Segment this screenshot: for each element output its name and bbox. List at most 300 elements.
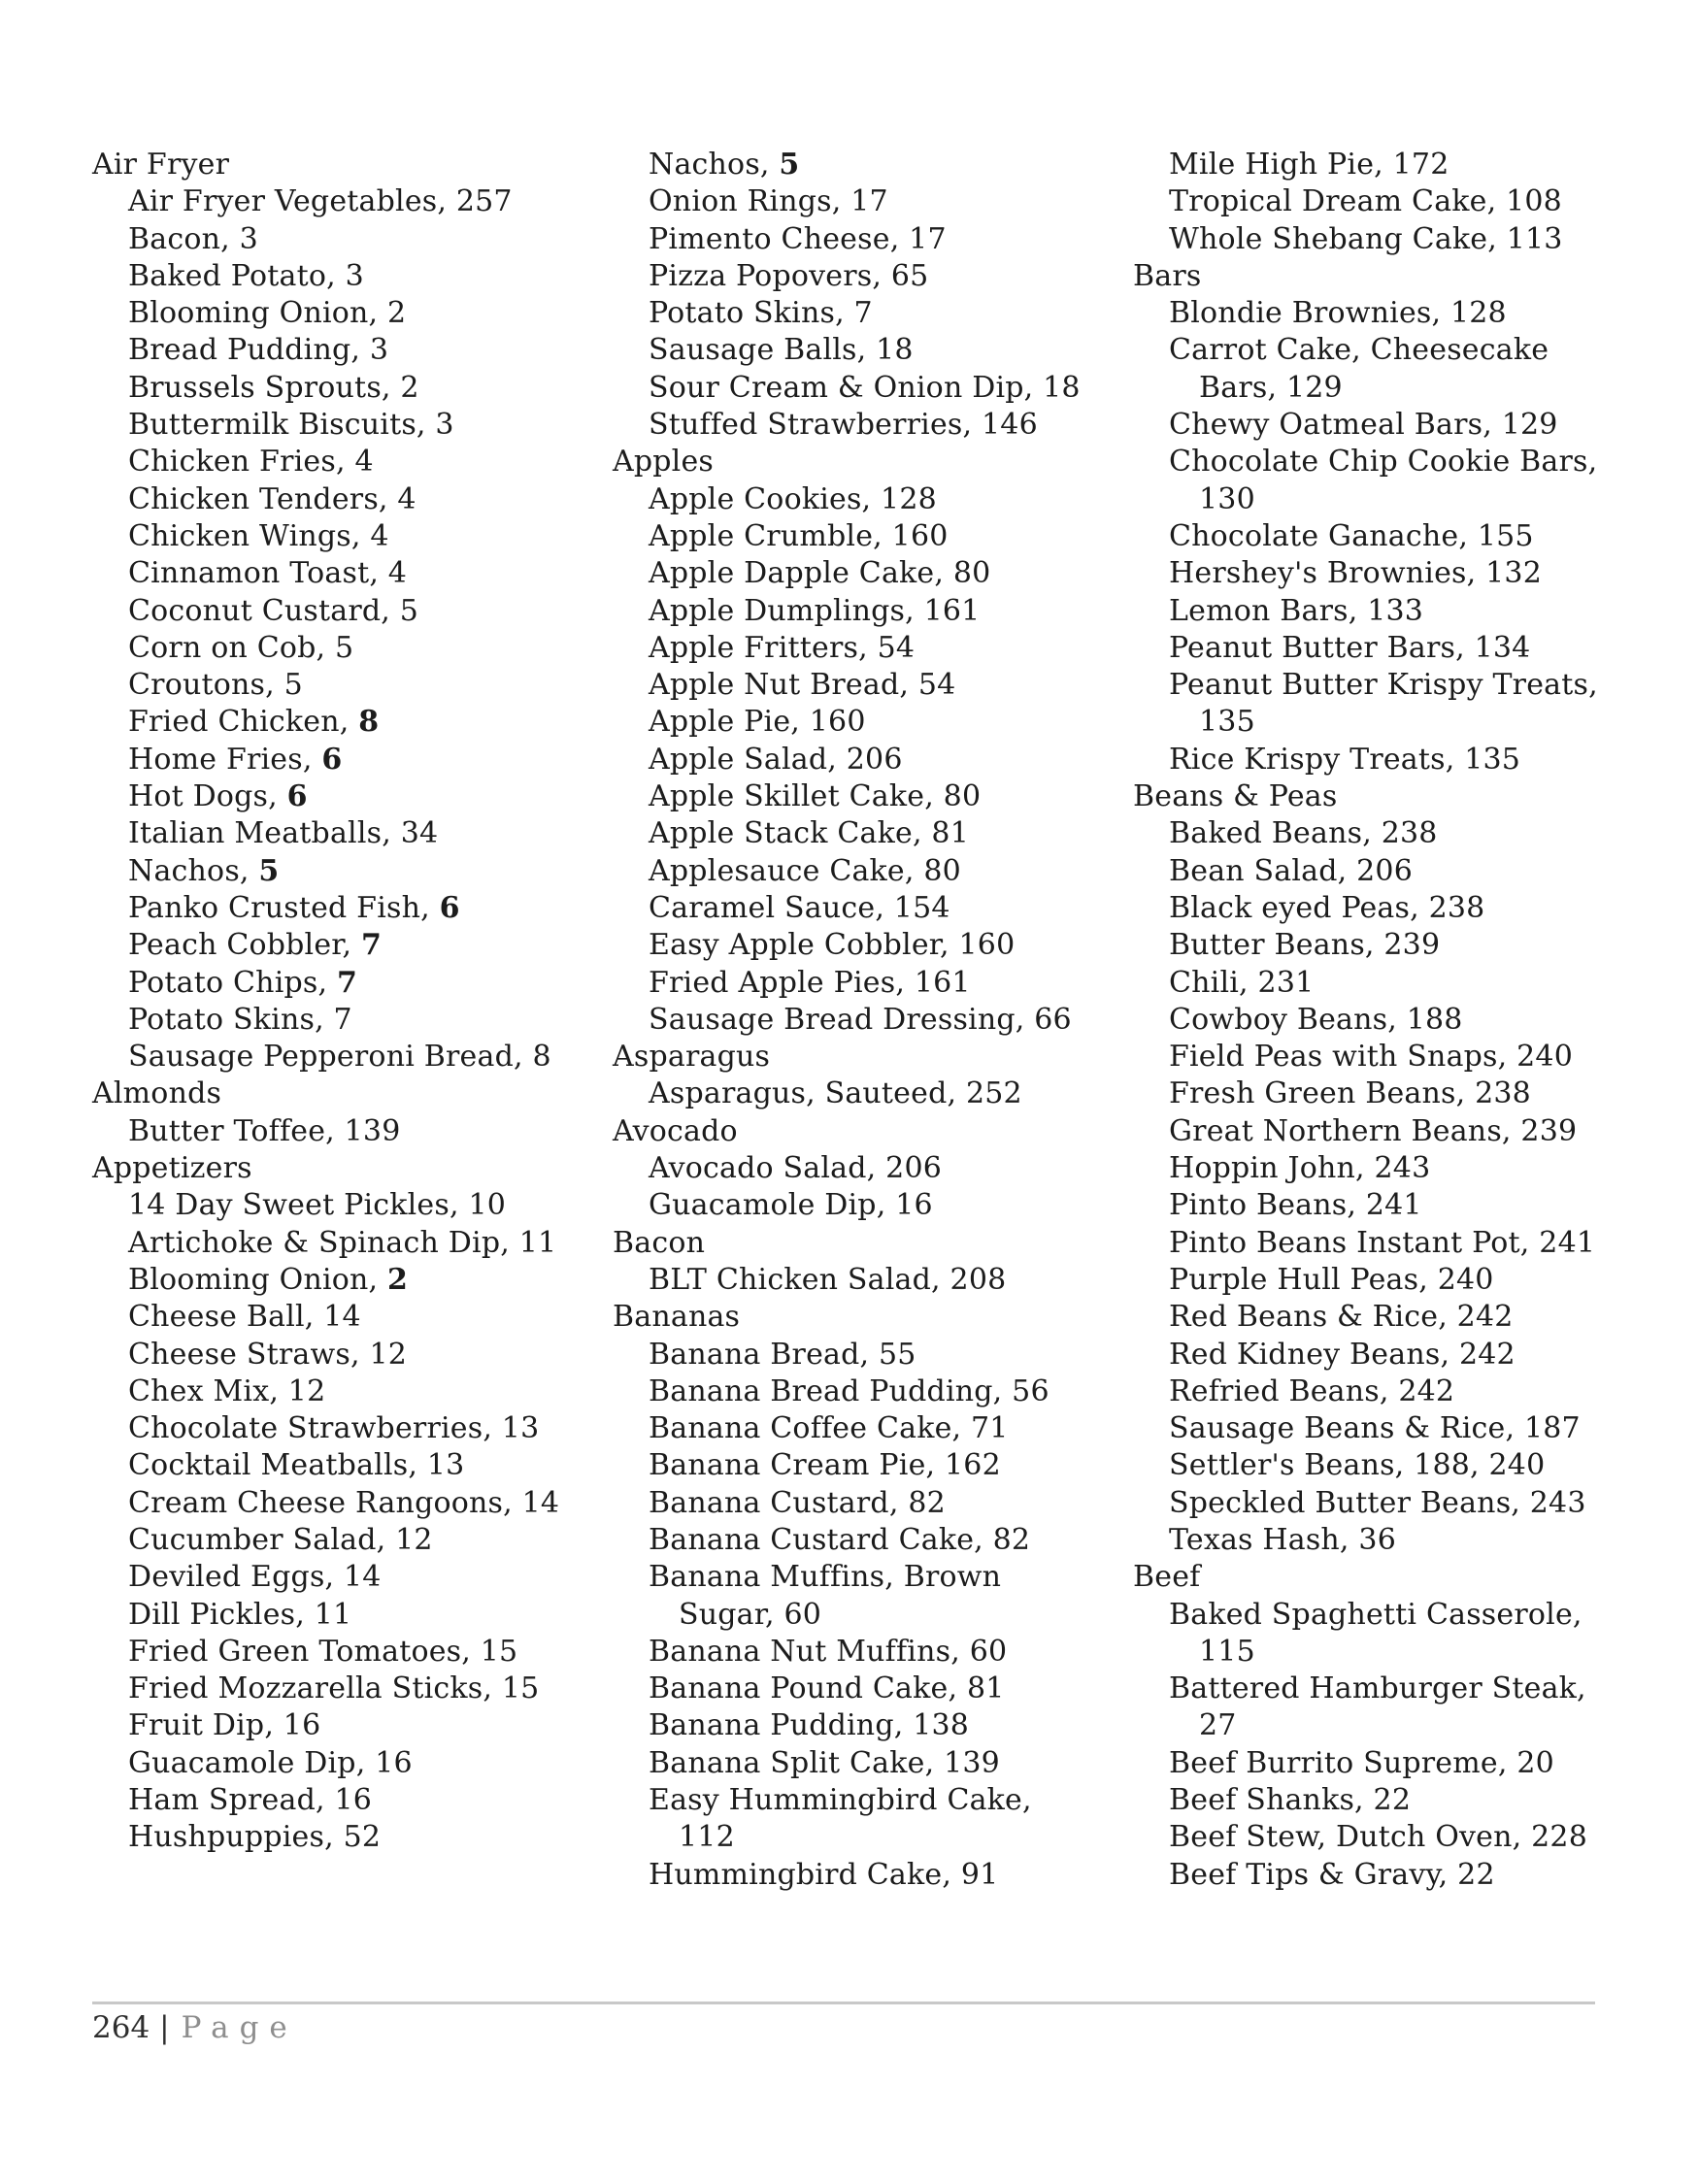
entry-page-number: 14	[323, 1300, 361, 1335]
entry-page-number: 187	[1523, 1411, 1581, 1446]
index-entry	[1133, 1075, 1611, 1112]
entry-page-number: 10	[468, 1188, 507, 1223]
index-entry	[1133, 295, 1611, 332]
index-entry	[613, 965, 1090, 1002]
index-entry	[1133, 183, 1611, 220]
entry-name: Beef Shanks,	[1169, 1783, 1374, 1818]
entry-page-number: 80	[943, 779, 982, 814]
entry-name: Banana Muffins, Brown Sugar,	[649, 1560, 1002, 1632]
entry-page-number: 172	[1392, 148, 1449, 182]
entry-name: Chex Mix,	[128, 1373, 288, 1408]
entry-page-number: 34	[400, 816, 439, 851]
entry-page-number: 188	[1406, 1002, 1463, 1037]
entry-page-number: 243	[1374, 1151, 1431, 1186]
entry-page-number: 81	[966, 1671, 1005, 1706]
entry-name: Fried Mozzarella Sticks,	[128, 1671, 502, 1706]
entry-page-number: 257	[455, 184, 513, 219]
entry-name: Apple Nut Bread,	[649, 668, 918, 703]
index-entry	[613, 518, 1090, 555]
entry-page-number: 15	[480, 1634, 518, 1669]
entry-page-number: 155	[1477, 518, 1534, 553]
index-entry	[92, 1410, 570, 1447]
index-entry	[92, 258, 570, 295]
entry-page-number: 252	[965, 1076, 1022, 1111]
index-entry	[613, 704, 1090, 741]
index-entry	[1133, 332, 1611, 407]
entry-name: Pinto Beans Instant Pot,	[1169, 1225, 1540, 1260]
index-entry	[613, 630, 1090, 667]
entry-page-number: 71	[971, 1411, 1009, 1446]
entry-name: Guacamole Dip,	[128, 1745, 376, 1780]
index-heading: Beans & Peas	[1133, 779, 1338, 814]
index-entry	[92, 1522, 570, 1559]
entry-page-number: 27	[1199, 1708, 1237, 1743]
entry-page-number: 82	[908, 1485, 946, 1520]
entry-page-number: 138	[913, 1708, 970, 1743]
entry-page-number: 3	[239, 221, 258, 256]
entry-page-number: 65	[890, 258, 929, 293]
index-entry	[1133, 1410, 1611, 1447]
entry-page-number: 5	[779, 148, 800, 182]
index-entry	[613, 370, 1090, 407]
index-entry	[613, 1075, 1090, 1112]
index-entry	[1133, 1150, 1611, 1187]
entry-name: Nachos,	[649, 148, 780, 182]
index-entry	[1133, 1782, 1611, 1819]
entry-name: Banana Pudding,	[649, 1708, 914, 1743]
index-entry	[92, 518, 570, 555]
entry-name: Applesauce Cake,	[649, 853, 924, 888]
entry-name: Tropical Dream Cake,	[1169, 184, 1507, 219]
index-entry	[92, 1373, 570, 1410]
index-entry	[613, 1337, 1090, 1373]
entry-page-number: 238	[1428, 890, 1485, 925]
entry-name: Baked Potato,	[128, 258, 346, 293]
entry-page-number: 54	[917, 668, 956, 703]
entry-page-number: 238	[1381, 816, 1438, 851]
index-entry	[92, 1559, 570, 1596]
entry-name: Whole Shebang Cake,	[1169, 221, 1507, 256]
index-entry	[613, 481, 1090, 518]
index-entry	[92, 1225, 570, 1262]
entry-name: Banana Split Cake,	[649, 1745, 945, 1780]
footer-separator: |	[159, 2010, 170, 2045]
entry-page-number: 22	[1373, 1783, 1412, 1818]
index-entry	[1133, 1113, 1611, 1150]
entry-page-number: 160	[809, 705, 866, 740]
entry-name: Apple Cookies,	[649, 481, 882, 516]
index-entry	[92, 778, 570, 815]
index-entry	[613, 853, 1090, 890]
entry-name: Potato Chips,	[128, 965, 337, 1000]
index-entry	[92, 295, 570, 332]
index-heading: Bars	[1133, 258, 1202, 293]
index-entry	[613, 1745, 1090, 1782]
index-entry	[1133, 853, 1611, 890]
entry-name: Fried Chicken,	[128, 705, 359, 740]
index-entry	[92, 407, 570, 444]
index-entry	[613, 778, 1090, 815]
entry-page-number: 7	[333, 1002, 352, 1037]
index-entry	[613, 927, 1090, 964]
index-column-3	[1133, 147, 1611, 1894]
index-entry	[1133, 1039, 1611, 1075]
index-entry	[92, 1707, 570, 1744]
entry-name: Croutons,	[128, 668, 284, 703]
index-entry	[1133, 1337, 1611, 1373]
index-entry	[1133, 742, 1611, 778]
entry-page-number: 52	[343, 1820, 382, 1855]
entry-page-number: 5	[399, 593, 419, 628]
entry-name: Chili,	[1169, 965, 1258, 1000]
entry-page-number: 154	[893, 890, 950, 925]
index-entry	[613, 1447, 1090, 1484]
entry-page-number: 160	[958, 928, 1016, 963]
entry-page-number: 240	[1437, 1262, 1494, 1297]
entry-name: Fresh Green Beans,	[1169, 1076, 1476, 1111]
entry-page-number: 130	[1199, 481, 1255, 516]
index-entry	[92, 370, 570, 407]
entry-name: Hoppin John,	[1169, 1151, 1375, 1186]
entry-page-number: 6	[321, 742, 343, 777]
page-number: 264	[92, 2010, 150, 2045]
index-entry	[613, 890, 1090, 927]
index-entry	[1133, 518, 1611, 555]
index-entry	[613, 1150, 1090, 1187]
entry-page-number: 16	[283, 1708, 321, 1743]
index-entry	[92, 444, 570, 480]
entry-name: Artichoke & Spinach Dip,	[128, 1225, 519, 1260]
entry-name: Banana Bread,	[649, 1337, 879, 1372]
entry-page-number: 188, 240	[1414, 1448, 1546, 1483]
entry-name: Chocolate Strawberries,	[128, 1411, 502, 1446]
index-entry	[1133, 147, 1611, 183]
entry-name: Butter Beans,	[1169, 928, 1384, 963]
entry-page-number: 20	[1516, 1745, 1554, 1780]
entry-page-number: 132	[1485, 556, 1542, 591]
index-heading: Bananas	[613, 1300, 741, 1335]
index-heading: Asparagus	[613, 1040, 771, 1075]
index-entry	[1133, 927, 1611, 964]
entry-page-number: 15	[501, 1671, 540, 1706]
entry-name: Apple Pie,	[649, 705, 810, 740]
entry-page-number: 12	[287, 1373, 326, 1408]
index-entry	[1133, 1819, 1611, 1856]
entry-name: Cucumber Salad,	[128, 1522, 396, 1557]
entry-page-number: 239	[1383, 928, 1441, 963]
index-columns	[92, 147, 1611, 1894]
index-entry	[92, 1337, 570, 1373]
entry-page-number: 11	[314, 1597, 352, 1632]
entry-name: Sausage Pepperoni Bread,	[128, 1040, 533, 1075]
entry-page-number: 161	[923, 593, 981, 628]
index-entry	[1133, 444, 1611, 518]
entry-name: Chicken Wings,	[128, 518, 371, 553]
entry-name: Deviled Eggs,	[128, 1560, 345, 1595]
index-entry	[613, 1782, 1090, 1857]
entry-page-number: 238	[1475, 1076, 1531, 1111]
entry-name: Chewy Oatmeal Bars,	[1169, 408, 1502, 443]
index-entry	[1133, 667, 1611, 742]
entry-page-number: 6	[286, 779, 308, 814]
index-entry	[1133, 965, 1611, 1002]
index-entry	[1133, 221, 1611, 258]
entry-name: Banana Cream Pie,	[649, 1448, 946, 1483]
entry-name: Cream Cheese Rangoons,	[128, 1485, 522, 1520]
entry-page-number: 17	[909, 221, 947, 256]
index-heading: Beef	[1133, 1560, 1201, 1595]
index-entry	[92, 853, 570, 890]
index-entry	[613, 555, 1090, 592]
entry-name: Banana Custard,	[649, 1485, 909, 1520]
entry-name: Cowboy Beans,	[1169, 1002, 1407, 1037]
index-entry	[613, 1671, 1090, 1707]
entry-name: Air Fryer Vegetables,	[128, 184, 456, 219]
index-entry	[1133, 1262, 1611, 1299]
entry-name: Coconut Custard,	[128, 593, 400, 628]
entry-page-number: 206	[846, 742, 903, 777]
entry-page-number: 7	[853, 296, 873, 331]
index-entry	[92, 593, 570, 630]
index-heading: Bacon	[613, 1225, 706, 1260]
entry-page-number: 113	[1506, 221, 1563, 256]
entry-page-number: 8	[532, 1040, 551, 1075]
entry-page-number: 241	[1539, 1225, 1596, 1260]
entry-page-number: 242	[1398, 1373, 1455, 1408]
entry-page-number: 242	[1456, 1300, 1514, 1335]
entry-name: Easy Hummingbird Cake,	[649, 1783, 1032, 1818]
entry-page-number: 2	[400, 370, 419, 405]
entry-name: Stuffed Strawberries,	[649, 408, 982, 443]
index-heading: Almonds	[92, 1076, 222, 1111]
entry-page-number: 81	[931, 816, 969, 851]
index-entry	[92, 815, 570, 852]
entry-name: Easy Apple Cobbler,	[649, 928, 959, 963]
entry-name: Hershey's Brownies,	[1169, 556, 1486, 591]
index-entry	[1133, 1002, 1611, 1039]
entry-name: Beef Tips & Gravy,	[1169, 1857, 1458, 1892]
entry-page-number: 129	[1501, 408, 1558, 443]
index-entry	[613, 1187, 1090, 1224]
index-entry	[92, 1671, 570, 1707]
entry-page-number: 3	[369, 333, 389, 368]
index-entry	[1133, 1745, 1611, 1782]
entry-page-number: 134	[1474, 630, 1531, 665]
entry-name: Pimento Cheese,	[649, 221, 910, 256]
index-entry	[613, 742, 1090, 778]
entry-name: Apple Dapple Cake,	[649, 556, 953, 591]
entry-name: Field Peas with Snaps,	[1169, 1040, 1517, 1075]
entry-page-number: 161	[914, 965, 971, 1000]
entry-page-number: 128	[1449, 296, 1507, 331]
entry-name: Settler's Beans,	[1169, 1448, 1415, 1483]
entry-name: Bean Salad,	[1169, 853, 1357, 888]
entry-page-number: 12	[369, 1337, 408, 1372]
entry-name: Red Kidney Beans,	[1169, 1337, 1459, 1372]
index-entry	[613, 1485, 1090, 1522]
index-entry	[1133, 1671, 1611, 1745]
entry-page-number: 133	[1367, 593, 1424, 628]
entry-name: Bread Pudding,	[128, 333, 370, 368]
index-entry	[92, 1039, 570, 1075]
entry-page-number: 80	[923, 853, 961, 888]
entry-page-number: 2	[387, 296, 407, 331]
entry-page-number: 146	[982, 408, 1038, 443]
entry-page-number: 55	[879, 1337, 916, 1372]
index-entry	[92, 965, 570, 1002]
entry-name: Fruit Dip,	[128, 1708, 283, 1743]
entry-name: Banana Bread Pudding,	[649, 1373, 1013, 1408]
index-column-1	[92, 147, 570, 1894]
entry-name: Fried Green Tomatoes,	[128, 1634, 481, 1669]
entry-page-number: 135	[1464, 742, 1521, 777]
index-entry	[613, 295, 1090, 332]
index-entry	[613, 258, 1090, 295]
entry-page-number: 5	[283, 668, 303, 703]
entry-page-number: 80	[952, 556, 991, 591]
index-entry	[613, 667, 1090, 704]
index-column-2	[613, 147, 1090, 1894]
entry-name: Cinnamon Toast,	[128, 556, 388, 591]
entry-name: Potato Skins,	[649, 296, 854, 331]
index-entry	[613, 407, 1090, 444]
entry-name: Pizza Popovers,	[649, 258, 891, 293]
entry-name: Texas Hash,	[1169, 1522, 1359, 1557]
entry-page-number: 82	[992, 1522, 1031, 1557]
entry-page-number: 5	[258, 853, 280, 888]
entry-name: Banana Nut Muffins,	[649, 1634, 970, 1669]
index-entry	[1133, 815, 1611, 852]
entry-name: Chicken Tenders,	[128, 481, 398, 516]
index-entry	[613, 147, 1090, 183]
index-entry	[613, 593, 1090, 630]
entry-page-number: 22	[1457, 1857, 1495, 1892]
entry-name: Baked Spaghetti Casserole,	[1169, 1597, 1582, 1632]
index-entry	[92, 1299, 570, 1336]
entry-page-number: 60	[783, 1597, 822, 1632]
index-entry	[92, 742, 570, 778]
index-entry	[1133, 1187, 1611, 1224]
entry-name: 14 Day Sweet Pickles,	[128, 1188, 469, 1223]
entry-page-number: 91	[960, 1857, 999, 1892]
index-entry	[92, 927, 570, 964]
entry-name: Butter Toffee,	[128, 1113, 345, 1148]
entry-name: Banana Coffee Cake,	[649, 1411, 971, 1446]
index-entry	[1133, 1597, 1611, 1671]
entry-name: Red Beans & Rice,	[1169, 1300, 1457, 1335]
entry-page-number: 240	[1516, 1040, 1574, 1075]
entry-name: Cheese Straws,	[128, 1337, 370, 1372]
index-entry	[92, 1113, 570, 1150]
index-entry	[92, 704, 570, 741]
entry-page-number: 139	[344, 1113, 401, 1148]
index-entry	[613, 332, 1090, 369]
entry-name: Cocktail Meatballs,	[128, 1448, 427, 1483]
index-entry	[92, 221, 570, 258]
entry-page-number: 17	[850, 184, 888, 219]
entry-page-number: 239	[1520, 1113, 1578, 1148]
entry-name: Purple Hull Peas,	[1169, 1262, 1438, 1297]
entry-page-number: 139	[944, 1745, 1000, 1780]
index-entry	[1133, 630, 1611, 667]
entry-name: Baked Beans,	[1169, 816, 1382, 851]
entry-name: Panko Crusted Fish,	[128, 890, 440, 925]
entry-name: Blooming Onion,	[128, 1262, 388, 1297]
entry-name: Bacon,	[128, 221, 240, 256]
index-entry	[1133, 1857, 1611, 1894]
entry-name: Apple Crumble,	[649, 518, 892, 553]
entry-name: Hushpuppies,	[128, 1820, 344, 1855]
entry-name: Beef Burrito Supreme,	[1169, 1745, 1517, 1780]
index-entry	[92, 1819, 570, 1856]
footer-page-label: Page	[181, 2010, 298, 2045]
entry-page-number: 4	[354, 445, 374, 480]
entry-page-number: 242	[1458, 1337, 1516, 1372]
entry-name: Peanut Butter Krispy Treats,	[1169, 668, 1598, 703]
entry-page-number: 3	[345, 258, 364, 293]
index-entry	[613, 1522, 1090, 1559]
entry-page-number: 4	[370, 518, 389, 553]
entry-name: Hummingbird Cake,	[649, 1857, 961, 1892]
entry-name: Avocado Salad,	[649, 1151, 886, 1186]
index-entry	[613, 183, 1090, 220]
entry-page-number: 14	[344, 1560, 382, 1595]
index-entry	[92, 481, 570, 518]
entry-page-number: 4	[387, 556, 408, 591]
entry-name: Chocolate Chip Cookie Bars,	[1169, 445, 1598, 480]
entry-page-number: 66	[1034, 1002, 1072, 1037]
entry-page-number: 18	[1043, 370, 1081, 405]
entry-name: BLT Chicken Salad,	[649, 1262, 950, 1297]
index-heading: Appetizers	[92, 1151, 252, 1186]
entry-page-number: 135	[1199, 705, 1255, 740]
entry-page-number: 18	[876, 333, 914, 368]
index-entry	[1133, 1485, 1611, 1522]
entry-name: Asparagus, Sauteed,	[649, 1076, 966, 1111]
entry-name: Battered Hamburger Steak,	[1169, 1671, 1586, 1706]
entry-page-number: 208	[949, 1262, 1007, 1297]
index-entry	[613, 1262, 1090, 1299]
index-entry	[1133, 1522, 1611, 1559]
entry-name: Sour Cream & Onion Dip,	[649, 370, 1044, 405]
entry-name: Home Fries,	[128, 742, 322, 777]
entry-name: Nachos,	[128, 853, 259, 888]
entry-name: Sausage Bread Dressing,	[649, 1002, 1035, 1037]
entry-page-number: 12	[395, 1522, 433, 1557]
index-entry	[92, 1485, 570, 1522]
entry-page-number: 243	[1529, 1485, 1586, 1520]
entry-name: Apple Skillet Cake,	[649, 779, 944, 814]
entry-page-number: 3	[435, 408, 454, 443]
entry-name: Great Northern Beans,	[1169, 1113, 1521, 1148]
entry-page-number: 206	[1356, 853, 1414, 888]
entry-name: Carrot Cake, Cheesecake Bars,	[1169, 333, 1549, 405]
index-entry	[92, 1002, 570, 1039]
entry-page-number: 60	[969, 1634, 1008, 1669]
index-entry	[1133, 407, 1611, 444]
entry-name: Beef Stew, Dutch Oven,	[1169, 1820, 1532, 1855]
entry-page-number: 241	[1365, 1188, 1422, 1223]
entry-page-number: 13	[501, 1411, 540, 1446]
entry-name: Buttermilk Biscuits,	[128, 408, 436, 443]
entry-name: Ham Spread,	[128, 1783, 335, 1818]
entry-page-number: 2	[387, 1262, 409, 1297]
entry-page-number: 56	[1012, 1373, 1049, 1408]
index-entry	[613, 221, 1090, 258]
entry-name: Apple Fritters,	[649, 630, 878, 665]
entry-name: Onion Rings,	[649, 184, 851, 219]
index-entry	[613, 1410, 1090, 1447]
